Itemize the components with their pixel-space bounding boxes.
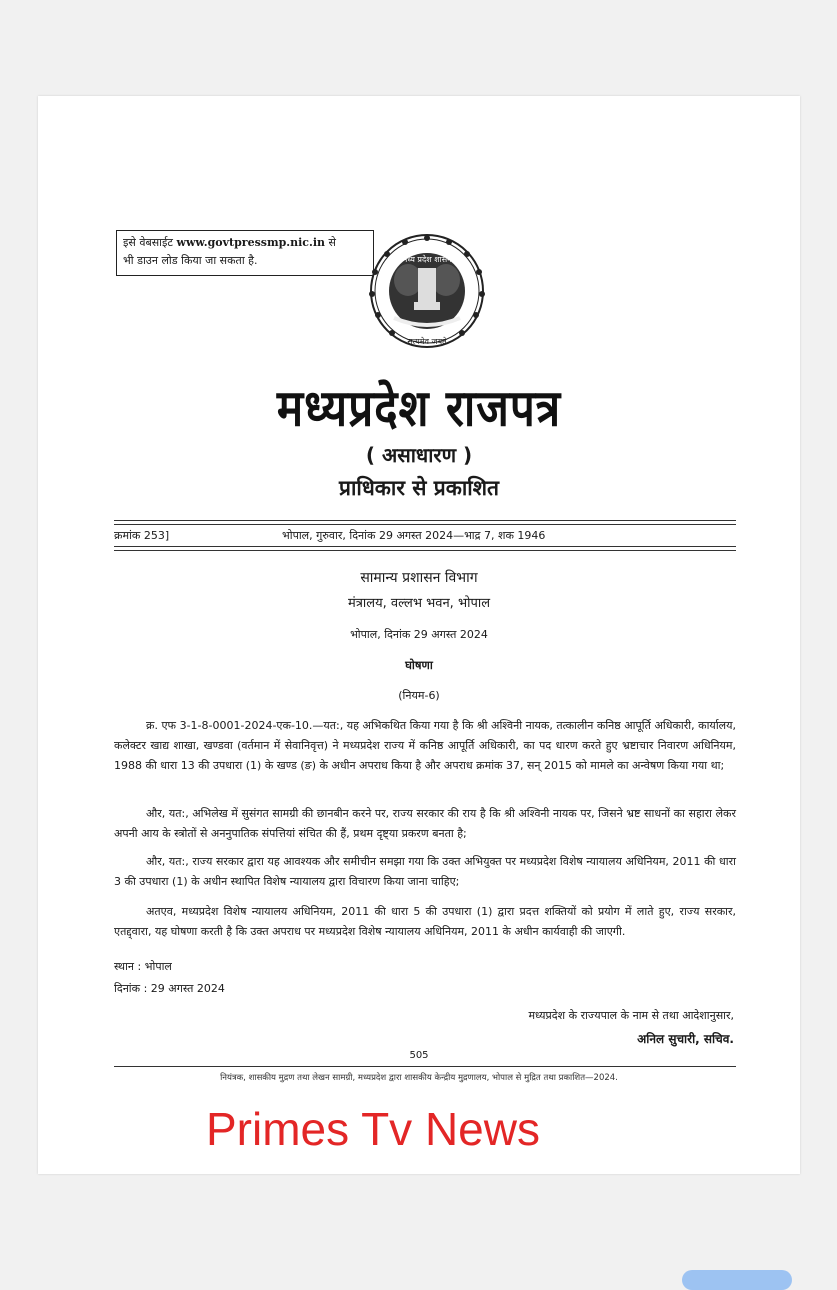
notice-dateline: भोपाल, दिनांक 29 अगस्त 2024 <box>350 628 488 641</box>
gazette-page <box>38 96 800 1174</box>
header-rule-top-2 <box>114 524 736 525</box>
paragraph-3: और, यत:, राज्य सरकार द्वारा यह आवश्यक और समीचीन समझा गया कि उक्त अभियुक्त पर मध्यप्रदेश विशेष न्यायालय अधिनियम, 2011 की धारा 3 की उपधारा (1) के अधीन स्थापित विशेष न्यायालय द्वारा विचारण किया जाना चाहिए; <box>114 855 736 888</box>
order-line: मध्यप्रदेश के राज्यपाल के नाम से तथा आदेशानुसार, <box>528 1009 734 1022</box>
date-line: दिनांक : 29 अगस्त 2024 <box>114 982 225 995</box>
notice-line2: भी डाउन लोड किया जा सकता है. <box>123 254 258 267</box>
header-rule-top <box>114 520 736 521</box>
place-line: स्थान : भोपाल <box>114 960 172 973</box>
issue-date: भोपाल, गुरुवार, दिनांक 29 अगस्त 2024—भाद्र 7, शक 1946 <box>282 529 546 542</box>
header-rule-bottom <box>114 546 736 547</box>
department-address: मंत्रालय, वल्लभ भवन, भोपाल <box>347 596 491 611</box>
emblem-motto: सत्यमेव जयते <box>407 337 447 346</box>
footer-rule <box>114 1066 736 1067</box>
website-notice-box <box>116 230 374 276</box>
gazette-authority: प्राधिकार से प्रकाशित <box>339 476 499 500</box>
state-emblem-icon <box>360 232 494 350</box>
page-number: 505 <box>409 1050 429 1061</box>
declaration-heading: घोषणा <box>405 658 433 672</box>
paragraph-2: और, यत:, अभिलेख में सुसंगत सामग्री की छानबीन करने पर, राज्य सरकार की राय है कि श्री अश्विनी नायक पर, जिसने भ्रष्ट साधनों का सहारा लेकर अपनी आय के स्त्रोतों से अननुपातिक संपत्तियां संचित की हैं, प्रथम दृष्ट्या प्रकरण बनता है; <box>114 807 736 840</box>
notice-website-link[interactable]: www.govtpressmp.nic.in <box>176 236 326 249</box>
notice-suffix: से <box>328 236 336 249</box>
paragraph-1: क्र. एफ 3-1-8-0001-2024-एक-10.—यत:, यह अभिकथित किया गया है कि श्री अश्विनी नायक, तत्कालीन कनिष्ठ आपूर्ति अधिकारी, कार्यालय, कलेक्टर खाद्य शाखा, खण्डवा (वर्तमान में सेवानिवृत्त) ने मध्यप्रदेश राज्य में कनिष्ठ आपूर्ति अधिकारी, का पद धारण करते हुए भ्रष्टाचार निवारण अधिनियम, 1988 की धारा 13 की उपधारा (1) के खण्ड (ङ) के अधीन अपराध किया है और अपराध क्रमांक 37, सन् 2015 को मामले का अन्वेषण किया गया था; <box>114 719 736 772</box>
signatory-name: अनिल सुचारी, सचिव. <box>637 1032 734 1046</box>
department-name: सामान्य प्रशासन विभाग <box>360 570 478 586</box>
rule-reference: (नियम-6) <box>398 689 440 702</box>
news-watermark: Primes Tv News <box>206 1103 540 1155</box>
gazette-subtitle: ( असाधारण ) <box>365 443 473 467</box>
header-rule-bottom-2 <box>114 550 736 551</box>
printer-footer: नियंत्रक, शासकीय मुद्रण तथा लेखन सामग्री, मध्यप्रदेश द्वारा शासकीय केन्द्रीय मुद्रणालय, भोपाल से मुद्रित तथा प्रकाशित—2024. <box>220 1073 618 1083</box>
notice-prefix: इसे वेबसाईट <box>123 236 173 249</box>
place-date-block <box>114 956 225 1000</box>
emblem-top-text: मध्य प्रदेश शासन <box>402 255 452 264</box>
issue-number: क्रमांक 253] <box>114 529 170 542</box>
paragraph-4: अतएव, मध्यप्रदेश विशेष न्यायालय अधिनियम, 2011 की धारा 5 की उपधारा (1) द्वारा प्रदत्त शक्तियों को प्रयोग में लाते हुए, राज्य सरकार, एतद्द्वारा, यह घोषणा करती है कि उक्त अपराध पर मध्यप्रदेश विशेष न्यायालय अधिनियम, 2011 के अधीन कार्यवाही की जाएगी. <box>114 905 736 938</box>
bottom-overlay-pill <box>682 1270 792 1290</box>
gazette-title: मध्यप्रदेश राजपत्र <box>276 379 562 439</box>
